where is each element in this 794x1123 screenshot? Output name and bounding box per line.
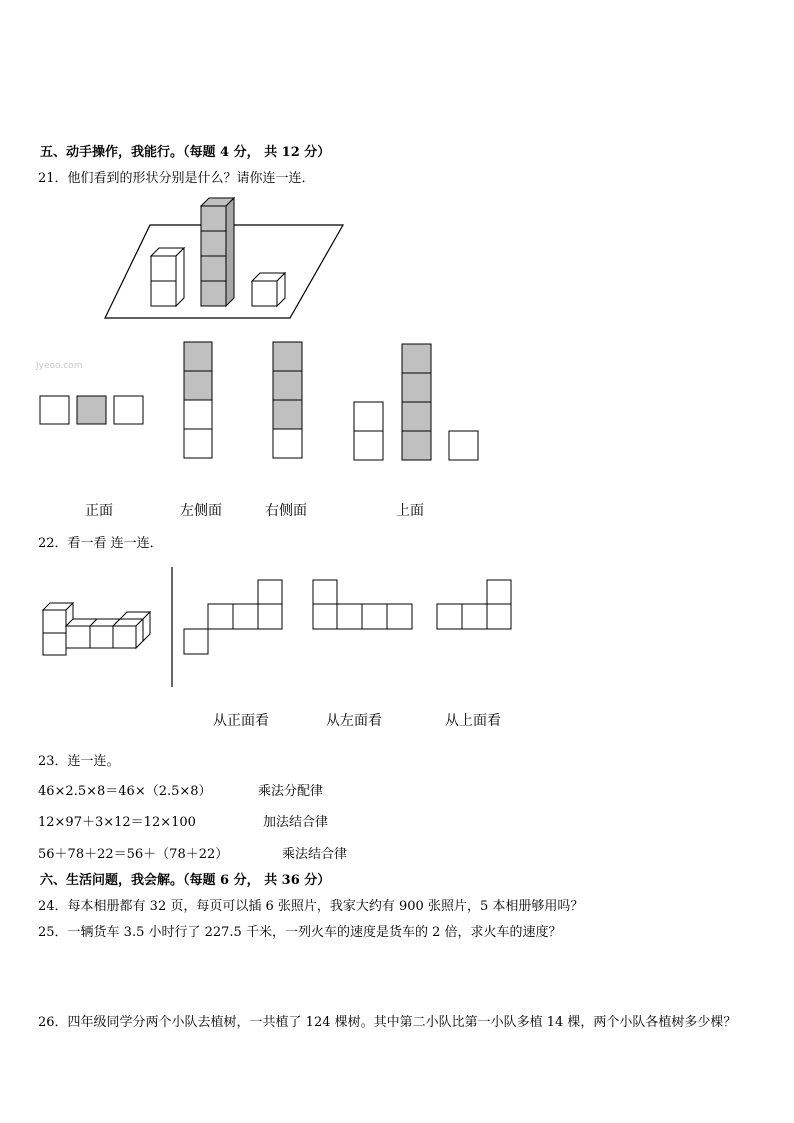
q23-expression-2: 12×97＋3×12＝12×100 — [38, 815, 196, 830]
section-6-title: 六、生活问题，我会解。（每题 6 分， 共 36 分） — [40, 873, 331, 888]
q22-view-shape-1 — [184, 580, 282, 654]
section-5-title: 五、动手操作，我能行。（每题 4 分， 共 12 分） — [40, 145, 331, 160]
question-24-text: 24．每本相册都有 32 页，每页可以插 6 张照片，我家大约有 900 张照片，5 本相册够用吗？ — [38, 899, 584, 914]
label-front: 正面 — [85, 503, 113, 519]
watermark: Jyeoo.com — [36, 361, 83, 371]
q23-law-1: 乘法分配律 — [258, 784, 324, 799]
question-26-text: 26．四年级同学分两个小队去植树，一共植了 124 棵树。其中第二小队比第一小队多植 14 棵，两个小队各植树多少棵？ — [38, 1015, 737, 1030]
label-view-front: 从正面看 — [213, 713, 269, 729]
label-view-top: 从上面看 — [445, 713, 501, 729]
q23-expression-1: 46×2.5×8＝46×（2.5×8） — [38, 784, 212, 799]
question-21-text: 21．他们看到的形状分别是什么？请你连一连． — [38, 171, 315, 186]
question-25-text: 25．一辆货车 3.5 小时行了 227.5 千米，一列火车的速度是货车的 2 倍，求火车的速度？ — [38, 925, 562, 940]
q22-view-shape-2 — [313, 580, 412, 629]
q23-expression-3: 56＋78＋22＝56＋（78＋22） — [38, 847, 229, 862]
q22-view-shape-3 — [437, 580, 511, 629]
label-right-side: 右侧面 — [265, 503, 307, 519]
q23-law-2: 加法结合律 — [263, 815, 329, 830]
question-23-text: 23．连一连。 — [38, 754, 120, 769]
label-view-left: 从左面看 — [326, 713, 382, 729]
question-22-text: 22．看一看 连一连． — [38, 536, 163, 551]
q22-3d-figure — [43, 603, 150, 655]
q23-law-3: 乘法结合律 — [282, 847, 348, 862]
label-left-side: 左侧面 — [180, 503, 222, 519]
label-top: 上面 — [396, 503, 424, 519]
